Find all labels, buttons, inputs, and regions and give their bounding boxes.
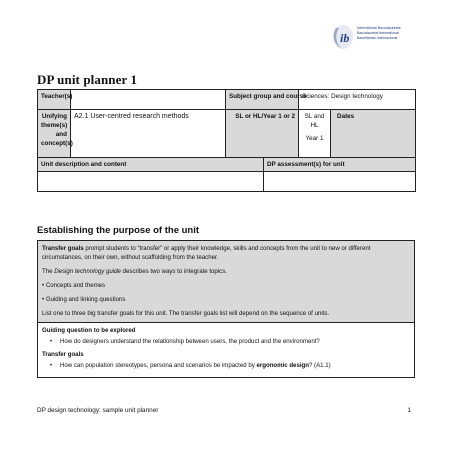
- logo-line-3: Bachillerato Internacional: [357, 36, 398, 40]
- bullet-dot: •: [50, 362, 53, 369]
- teachers-label: Teacher(s): [38, 90, 71, 110]
- page-title: DP unit planner 1: [37, 72, 138, 87]
- goal-prefix: How can population stereotypes, persona and scenarios be impacted by: [60, 362, 257, 369]
- goal-suffix: ? (A1.1): [308, 362, 331, 369]
- dates-label: Dates: [331, 110, 416, 158]
- assessment-value[interactable]: [264, 172, 416, 192]
- level-label: SL or HL/Year 1 or 2: [226, 110, 299, 158]
- page-number: 1: [407, 407, 411, 414]
- bullet-dot: •: [50, 338, 53, 345]
- unifying-label-line: concept(s): [41, 140, 73, 147]
- subject-label: Subject group and course: [226, 90, 299, 110]
- assessment-label: DP assessment(s) for unit: [264, 158, 416, 172]
- goal-bold: ergonomic design: [256, 362, 309, 369]
- unifying-value: A2.1 User-centred research methods: [71, 110, 226, 158]
- ib-logo: [330, 22, 422, 50]
- transfer-goals-term: Transfer goals: [42, 245, 84, 252]
- section-heading: Establishing the purpose of the unit: [37, 225, 200, 236]
- unit-description-value[interactable]: [38, 172, 264, 192]
- unifying-label-line: and: [55, 131, 67, 138]
- transfer-goals-text: prompt students to “transfer” or apply their knowledge, skills and concepts from the unit to new or different circumstances, on their own, without scaffolding from the teacher.: [42, 245, 371, 261]
- guiding-cell: [38, 323, 415, 378]
- purpose-table: [37, 240, 415, 378]
- transfer-goals-heading: Transfer goals: [42, 351, 84, 358]
- guide-paragraph: [42, 267, 410, 276]
- unifying-label-line: theme(s): [41, 122, 68, 129]
- unit-description-label: Unit description and content: [38, 158, 264, 172]
- level-value: [299, 110, 331, 158]
- list-instructions: List one to three big transfer goals for this unit. The transfer goals list will depend on the sequence of units.: [42, 310, 330, 317]
- ib-logo-mark: [330, 24, 356, 50]
- unifying-label-line: Unifying: [41, 113, 67, 120]
- level-value-line: SL and HL: [304, 113, 325, 129]
- teachers-value[interactable]: [71, 90, 226, 110]
- guiding-question: [42, 337, 410, 346]
- purpose-cell: [38, 241, 415, 323]
- unit-planner-table: [37, 89, 416, 192]
- guiding-heading: Guiding question to be explored: [42, 327, 136, 334]
- footer-title: DP design technology: sample unit planner: [37, 407, 159, 414]
- bullet-guiding: • Guiding and linking questions: [42, 296, 126, 303]
- guide-suffix: describes two ways to integrate topics.: [120, 268, 227, 275]
- logo-line-2: Baccalauréat International: [357, 31, 399, 35]
- page-footer: [37, 407, 415, 414]
- guide-title: Design technology guide: [54, 268, 121, 275]
- transfer-goal-item: [42, 361, 410, 370]
- guide-prefix: The: [42, 268, 55, 275]
- bullet-concepts: • Concepts and themes: [42, 282, 106, 289]
- transfer-goals-paragraph: [42, 244, 410, 262]
- svg-text:ib: ib: [340, 31, 350, 45]
- level-value-line: Year 1: [305, 135, 324, 142]
- unifying-label: [38, 110, 71, 158]
- guiding-question-text: How do designers understand the relationship between users, the product and the environment?: [60, 338, 320, 345]
- subject-value: Sciences: Design technology: [299, 90, 416, 110]
- logo-line-1: International Baccalaureate: [357, 26, 401, 30]
